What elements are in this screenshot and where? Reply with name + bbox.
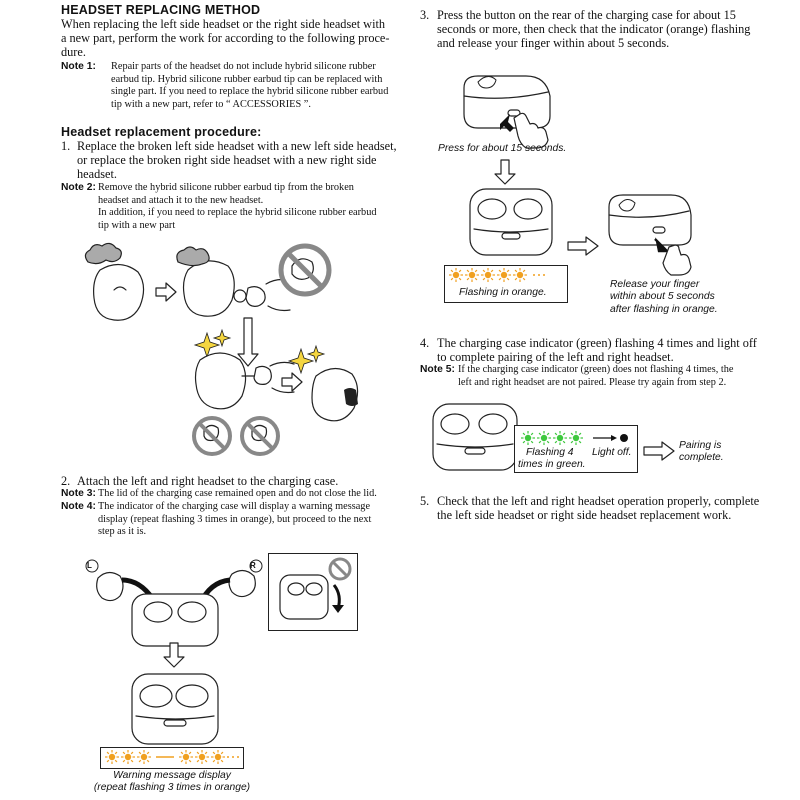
orange-flash-light bbox=[211, 750, 225, 764]
charging-case-icon bbox=[466, 185, 556, 261]
prohibited-icon bbox=[330, 559, 350, 579]
charging-case-icon bbox=[126, 670, 226, 748]
orange-flash-light bbox=[121, 750, 135, 764]
completed-earbud-icon bbox=[312, 368, 358, 420]
pairing-caption bbox=[679, 440, 724, 465]
step-line: Check that the left and right headset operation properly, complete bbox=[437, 494, 760, 508]
note-line: tip with a new part, refer to “ ACCESSORIES ”. bbox=[111, 98, 311, 110]
step4-text bbox=[437, 336, 777, 364]
orange-flash-light bbox=[481, 268, 495, 282]
note-line: The indicator of the charging case will display a warning message bbox=[98, 501, 371, 512]
caption-line: Flashing 4 bbox=[526, 447, 574, 458]
orange-flash-light bbox=[137, 750, 151, 764]
step3-text bbox=[437, 8, 767, 51]
orange-flash-light bbox=[105, 750, 119, 764]
caption-line: Release your finger bbox=[610, 279, 700, 290]
down-arrow-icon bbox=[493, 158, 517, 186]
note1-text bbox=[111, 61, 396, 111]
continuation-dot bbox=[232, 756, 234, 758]
caption-line: within about 5 seconds bbox=[610, 291, 715, 303]
note5-text bbox=[458, 364, 758, 389]
caption-line: complete. bbox=[679, 452, 724, 464]
green-flash-light bbox=[569, 431, 583, 445]
green-flash-light bbox=[537, 431, 551, 445]
step-line: The charging case indicator (green) flashing 4 times and light off bbox=[437, 336, 757, 350]
note3-text: The lid of the charging case remained open and do not close the lid. bbox=[98, 488, 377, 499]
intro-line: a new part, perform the work for according to the following proce- bbox=[61, 31, 390, 46]
prohibited-icon bbox=[242, 418, 278, 454]
case-rear-press-illustration bbox=[458, 66, 558, 144]
orange-flash-light bbox=[465, 268, 479, 282]
caption-line: Pairing is bbox=[679, 440, 722, 451]
warning-caption bbox=[92, 770, 252, 795]
intro-line: dure. bbox=[61, 45, 86, 60]
orange-flash-light bbox=[179, 750, 193, 764]
case-rear-release-illustration bbox=[605, 187, 695, 277]
note4-text bbox=[98, 501, 398, 539]
procedure-title: Headset replacement procedure: bbox=[61, 125, 262, 139]
continuation-dot bbox=[543, 274, 545, 276]
caption-line: times in green. bbox=[518, 459, 586, 471]
pointing-hand-icon bbox=[663, 245, 691, 275]
down-arrow-icon bbox=[162, 641, 186, 669]
step-line: seconds or more, then check that the indicator (orange) flashing bbox=[437, 22, 751, 37]
release-caption bbox=[610, 279, 718, 316]
step2-number: 2. bbox=[61, 474, 71, 488]
charging-case-icon bbox=[429, 400, 521, 474]
step-line: Press the button on the rear of the charging case for about 15 bbox=[437, 8, 736, 22]
continuation-dot bbox=[227, 756, 229, 758]
continuation-dot bbox=[533, 274, 535, 276]
note-line: tip with a new part bbox=[98, 219, 176, 231]
do-not-close-illustration bbox=[268, 553, 356, 629]
step-line: to complete pairing of the left and right headset. bbox=[437, 350, 674, 365]
step-line: the left side headset or right side headset replacement work. bbox=[437, 508, 732, 523]
note-line: step as it is. bbox=[98, 526, 147, 538]
hand-removing-tip-icon bbox=[177, 247, 290, 316]
step5-number: 5. bbox=[420, 494, 430, 508]
step-line: Replace the broken left side headset with a new left side headset, bbox=[77, 139, 397, 153]
prohibited-icon bbox=[194, 418, 230, 454]
press-caption: Press for about 15 seconds. bbox=[438, 143, 567, 154]
green-flash-light bbox=[521, 431, 535, 445]
note-line: display (repeat flashing 3 times in orange), but proceed to the next bbox=[98, 513, 372, 525]
intro-line: When replacing the left side headset or the right side headset with bbox=[61, 17, 386, 31]
note-line: Repair parts of the headset do not include hybrid silicone rubber bbox=[111, 61, 376, 72]
orange-flash-sequence bbox=[100, 747, 242, 767]
broken-earbud-icon bbox=[85, 243, 143, 320]
right-arrow-icon bbox=[642, 440, 676, 462]
flash4-caption bbox=[518, 447, 586, 472]
note5-label: Note 5: bbox=[420, 364, 455, 375]
note-line: earbud tip. Hybrid silicone rubber earbud tip can be replaced with bbox=[111, 73, 383, 85]
caption-line: (repeat flashing 3 times in orange) bbox=[93, 782, 251, 794]
orange-flash-light bbox=[513, 268, 527, 282]
orange-flash-light bbox=[497, 268, 511, 282]
headset-replacement-illustration bbox=[70, 240, 400, 460]
orange-flash-light bbox=[195, 750, 209, 764]
light-off-dot bbox=[620, 434, 628, 442]
note-line: left and right headset are not paired. Please try again from step 2. bbox=[458, 376, 727, 388]
step4-number: 4. bbox=[420, 336, 430, 350]
right-earbud-icon bbox=[229, 570, 255, 596]
note-line: If the charging case indicator (green) does not flashing 4 times, the bbox=[458, 364, 734, 375]
case-insert-illustration bbox=[82, 550, 272, 650]
intro-paragraph bbox=[61, 17, 391, 60]
note4-label: Note 4: bbox=[61, 501, 96, 512]
orange-flash-light bbox=[449, 268, 463, 282]
note-line: Remove the hybrid silicone rubber earbud tip from the broken bbox=[98, 182, 354, 193]
caption-line: after flashing in orange. bbox=[610, 303, 718, 315]
continuation-dot bbox=[237, 756, 239, 758]
flash-orange-caption: Flashing in orange. bbox=[459, 287, 547, 298]
step1-text bbox=[77, 139, 397, 182]
prohibited-icon bbox=[281, 246, 329, 294]
charging-case-icon bbox=[132, 594, 218, 646]
step3-number: 3. bbox=[420, 8, 430, 22]
note-line: headset and attach it to the new headset. bbox=[98, 194, 264, 206]
note3-label: Note 3: bbox=[61, 488, 96, 499]
step-line: headset. bbox=[77, 167, 117, 182]
note2-text bbox=[98, 182, 398, 232]
badge-r: R bbox=[250, 561, 256, 570]
continuation-dot bbox=[538, 274, 540, 276]
step-line: and release your finger within about 5 seconds. bbox=[437, 36, 670, 51]
note-line: In addition, if you need to replace the hybrid silicone rubber earbud bbox=[98, 207, 377, 219]
green-flash-light bbox=[553, 431, 567, 445]
step1-number: 1. bbox=[61, 139, 71, 153]
section-title: HEADSET REPLACING METHOD bbox=[61, 3, 261, 17]
note-line: single part. If you need to replace the hybrid silicone rubber earbud bbox=[111, 86, 389, 98]
note2-label: Note 2: bbox=[61, 182, 96, 193]
badge-l: L bbox=[87, 561, 92, 570]
orange-flash-sequence bbox=[444, 265, 566, 285]
green-flash-sequence bbox=[514, 425, 636, 449]
step-line: or replace the broken right side headset with a new right side bbox=[77, 153, 377, 168]
lightoff-caption: Light off. bbox=[592, 447, 632, 458]
note1-label: Note 1: bbox=[61, 61, 96, 72]
caption-line: Warning message display bbox=[113, 770, 231, 781]
step2-text: Attach the left and right headset to the charging case. bbox=[77, 474, 339, 488]
step5-text bbox=[437, 494, 782, 522]
left-earbud-icon bbox=[97, 572, 123, 600]
right-arrow-icon bbox=[566, 235, 600, 257]
